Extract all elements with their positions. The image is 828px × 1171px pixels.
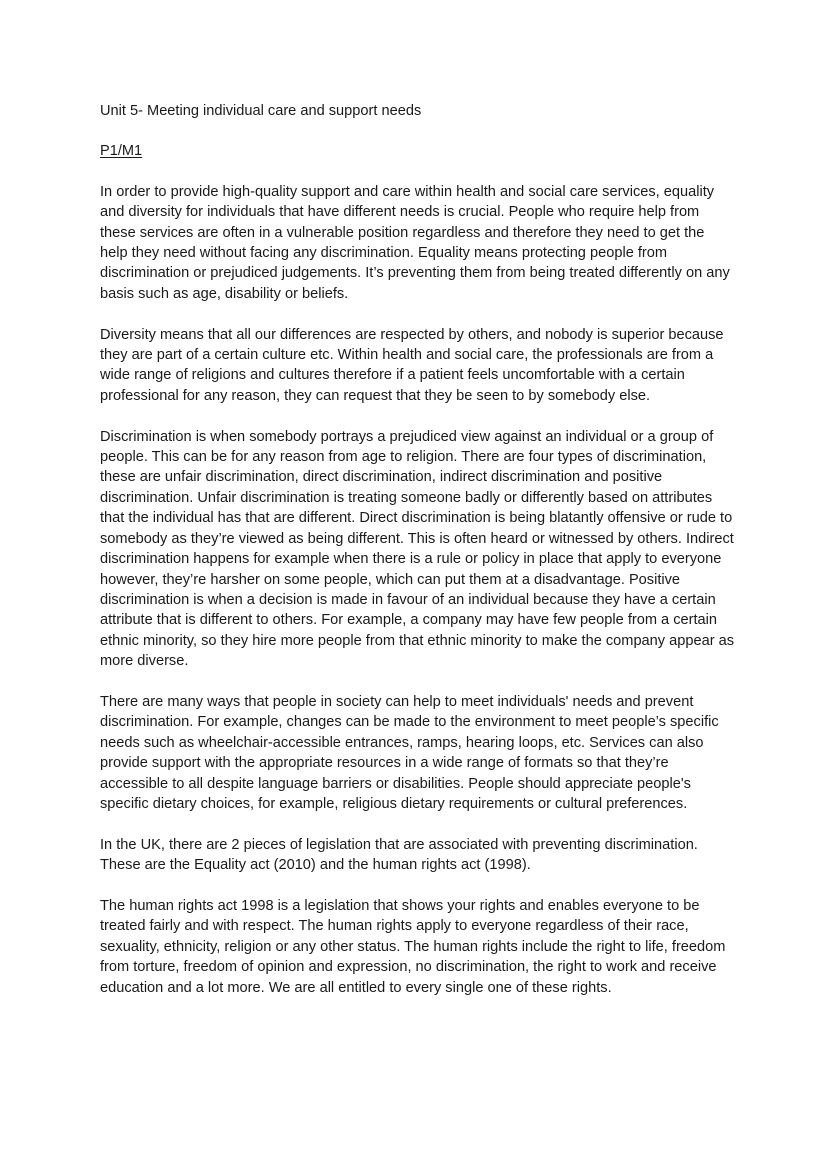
paragraph-diversity: Diversity means that all our differences are respected by others, and nobody is superior because they are part of a certain culture etc. Within health and social care, the professionals are from a wide range of religions and cultures therefore if a patient feels uncomfortable with a certain professional for any reason, they can request that they be seen to by somebody else. xyxy=(100,326,724,404)
document-title: Unit 5- Meeting individual care and support needs xyxy=(100,103,422,119)
paragraph-equality: In order to provide high-quality support and care within health and social care services, equality and diversity for individuals that have different needs is crucial. People who require help from these services are often in a vulnerable position regardless and therefore they need to get the help they need without facing any discrimination. Equality means protecting people from discrimination or prejudiced judgements. It’s preventing them from being treated differently on any basis such as age, disability or beliefs. xyxy=(100,183,730,302)
section-label: P1/M1 xyxy=(100,143,143,160)
paragraph-discrimination: Discrimination is when somebody portrays a prejudiced view against an individual or a group of people. This can be for any reason from age to religion. There are four types of discrimination, these are unfair discrimination, direct discrimination, indirect discrimination and positive discrimination. Unfair discrimination is treating someone badly or differently based on attributes that the individual has that are different. Direct discrimination is being blatantly offensive or rude to somebody as they’re viewed as being different. This is often heard or witnessed by others. Indirect discrimination happens for example when there is a rule or policy in place that apply to everyone however, they’re harsher on some people, which can put them at a disadvantage. Positive discrimination is when a decision is made in favour of an individual because they have a certain attribute that is different to others. For example, a company may have few people from a certain ethnic minority, so they hire more people from that ethnic minority to make the company appear as more diverse. xyxy=(100,428,735,670)
paragraph-meeting-needs: There are many ways that people in society can help to meet individuals' needs and prevent discrimination. For example, changes can be made to the environment to meet people’s specific needs such as wheelchair-accessible entrances, ramps, hearing loops, etc. Services can also provide support with the appropriate resources in a wide range of formats so that they’re accessible to all despite language barriers or disabilities. People should appreciate people's specific dietary choices, for example, religious dietary requirements or cultural preferences. xyxy=(100,693,719,812)
document-body xyxy=(100,101,736,1018)
paragraph-legislation: In the UK, there are 2 pieces of legislation that are associated with preventing discrimination. These are the Equality act (2010) and the human rights act (1998). xyxy=(100,836,698,874)
paragraph-human-rights-act: The human rights act 1998 is a legislation that shows your rights and enables everyone to be treated fairly and with respect. The human rights apply to everyone regardless of their race, sexuality, ethnicity, religion or any other status. The human rights include the right to life, freedom from torture, freedom of opinion and expression, no discrimination, the right to work and receive education and a lot more. We are all entitled to every single one of these rights. xyxy=(100,897,726,996)
